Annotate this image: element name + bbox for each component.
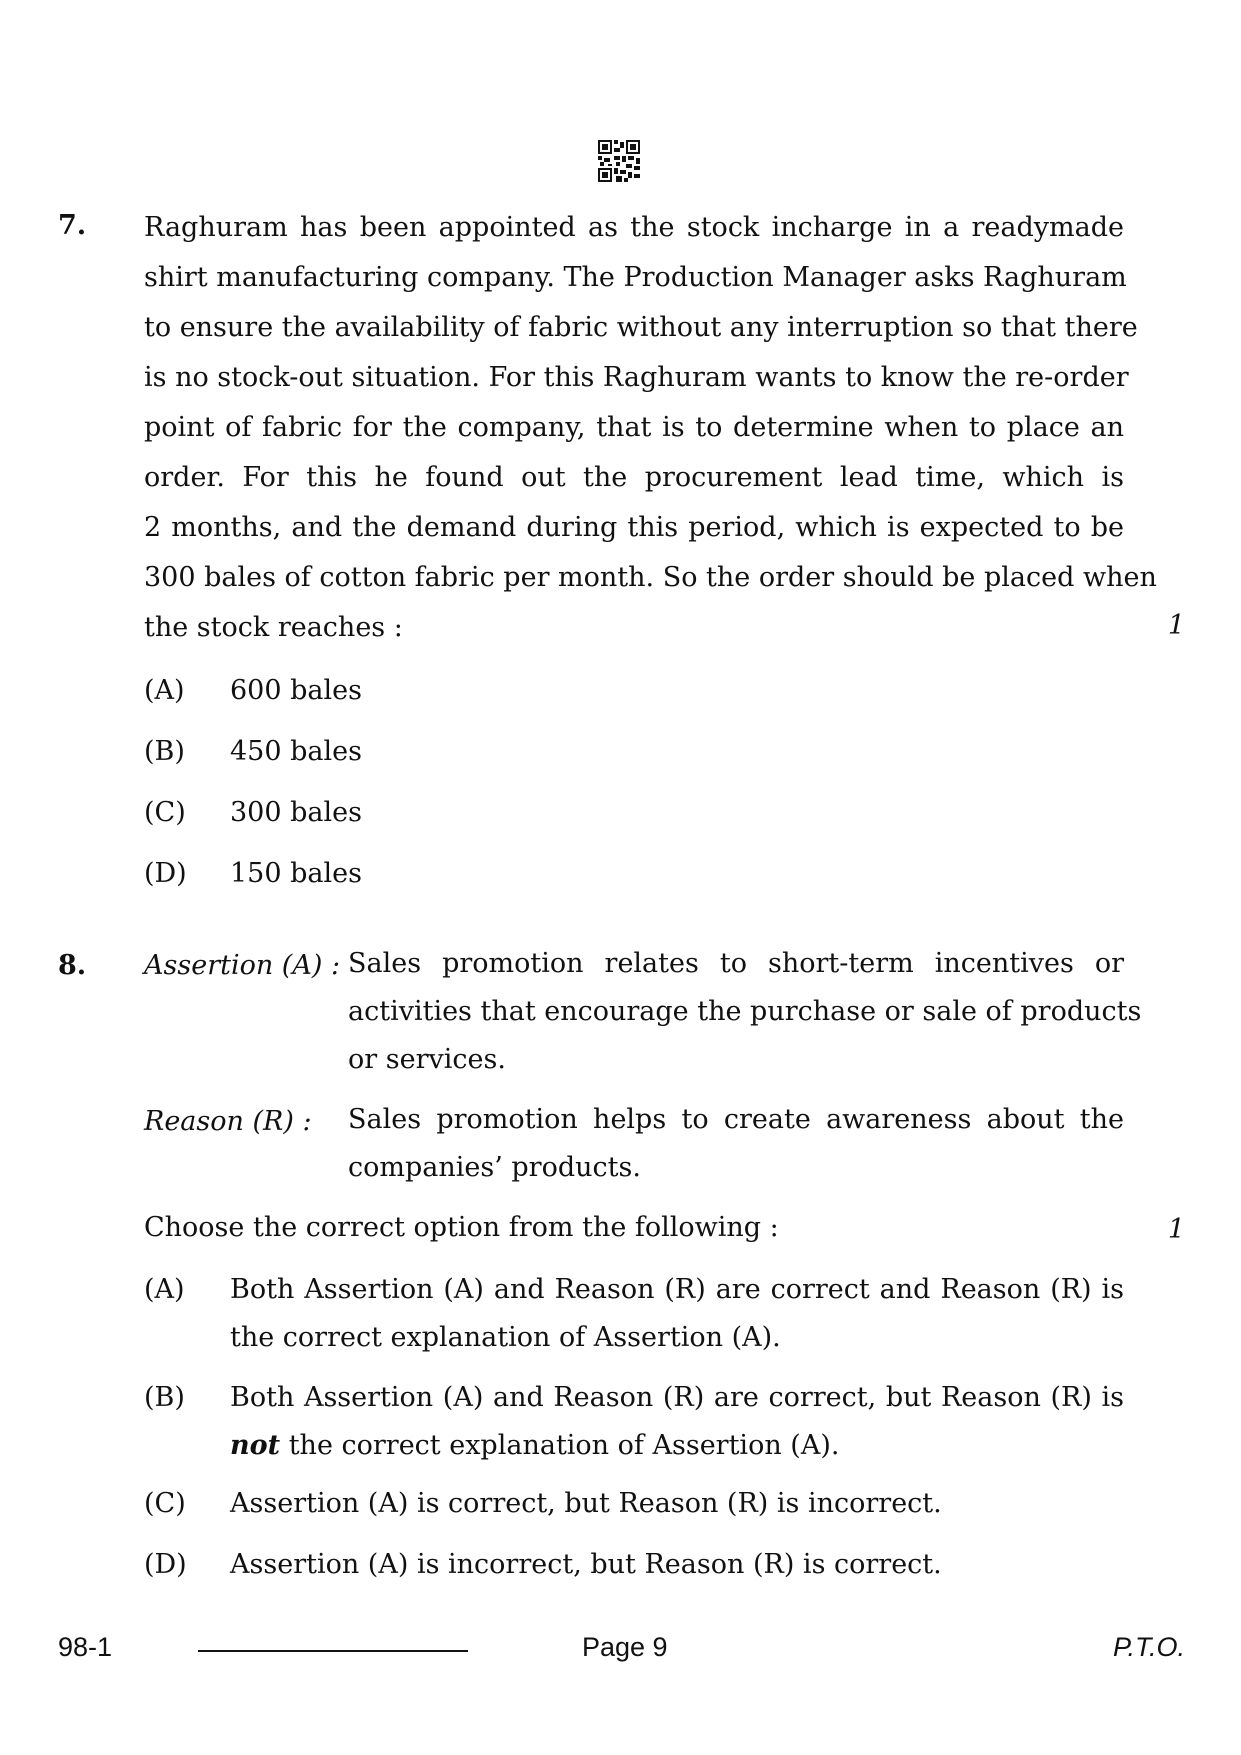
option-text: 450 bales — [230, 736, 362, 767]
option-text — [230, 1374, 1124, 1470]
option-label: (A) — [144, 675, 185, 706]
question-8-instruction: Choose the correct option from the following : — [144, 1212, 779, 1243]
option-label: (A) — [144, 1274, 185, 1305]
option-label: (B) — [144, 736, 185, 767]
option-text: 600 bales — [230, 675, 362, 706]
qr-code-icon — [598, 140, 640, 182]
question-7-number: 7. — [58, 210, 87, 241]
question-8-marks: 1 — [1167, 1214, 1185, 1245]
option-line-rest: the correct explanation of Assertion (A). — [280, 1430, 840, 1461]
option-text — [230, 1266, 1124, 1362]
question-7-line: order. For this he found out the procurement lead time, which is — [144, 462, 1124, 493]
option-line: the correct explanation of Assertion (A). — [230, 1322, 781, 1353]
assertion-label: Assertion (A) : — [144, 950, 341, 981]
option-line: Both Assertion (A) and Reason (R) are correct and Reason (R) is — [230, 1274, 1124, 1305]
question-7-line: point of fabric for the company, that is to determine when to place an — [144, 412, 1124, 443]
option-line: Both Assertion (A) and Reason (R) are correct, but Reason (R) is — [230, 1382, 1124, 1413]
question-7-line: Raghuram has been appointed as the stock incharge in a readymade — [144, 212, 1124, 243]
question-7-line: 300 bales of cotton fabric per month. So the order should be placed when — [144, 562, 1157, 593]
please-turn-over: P.T.O. — [1112, 1632, 1185, 1662]
reason-line: companies’ products. — [348, 1152, 641, 1183]
paper-code: 98-1 — [58, 1632, 113, 1662]
question-7-text — [144, 203, 1157, 653]
option-text: Assertion (A) is incorrect, but Reason (R) is correct. — [230, 1549, 942, 1580]
assertion-line: or services. — [348, 1044, 506, 1075]
option-label: (C) — [144, 1488, 186, 1519]
assertion-line: activities that encourage the purchase or sale of products — [348, 996, 1142, 1027]
footer-divider — [198, 1650, 468, 1652]
option-label: (B) — [144, 1382, 185, 1413]
option-label: (D) — [144, 1549, 187, 1580]
question-8-number: 8. — [58, 950, 87, 981]
assertion-text — [348, 940, 1142, 1084]
option-label: (C) — [144, 797, 186, 828]
option-text: 300 bales — [230, 797, 362, 828]
page-number: Page 9 — [582, 1632, 668, 1662]
reason-text — [348, 1096, 1124, 1192]
assertion-line: Sales promotion relates to short-term incentives or — [348, 948, 1124, 979]
option-text: Assertion (A) is correct, but Reason (R) is incorrect. — [230, 1488, 942, 1519]
question-7-line: is no stock-out situation. For this Raghuram wants to know the re-order — [144, 362, 1129, 393]
option-label: (D) — [144, 858, 187, 889]
question-7-line: to ensure the availability of fabric without any interruption so that there — [144, 312, 1138, 343]
option-text: 150 bales — [230, 858, 362, 889]
emphasis-not: not — [230, 1430, 281, 1461]
question-7-marks: 1 — [1167, 610, 1185, 641]
question-7-line: 2 months, and the demand during this period, which is expected to be — [144, 512, 1124, 543]
option-line — [230, 1422, 1124, 1470]
reason-line: Sales promotion helps to create awareness about the — [348, 1104, 1124, 1135]
question-7-line: shirt manufacturing company. The Production Manager asks Raghuram — [144, 262, 1127, 293]
reason-label: Reason (R) : — [144, 1106, 312, 1137]
question-7-line: the stock reaches : — [144, 612, 403, 643]
